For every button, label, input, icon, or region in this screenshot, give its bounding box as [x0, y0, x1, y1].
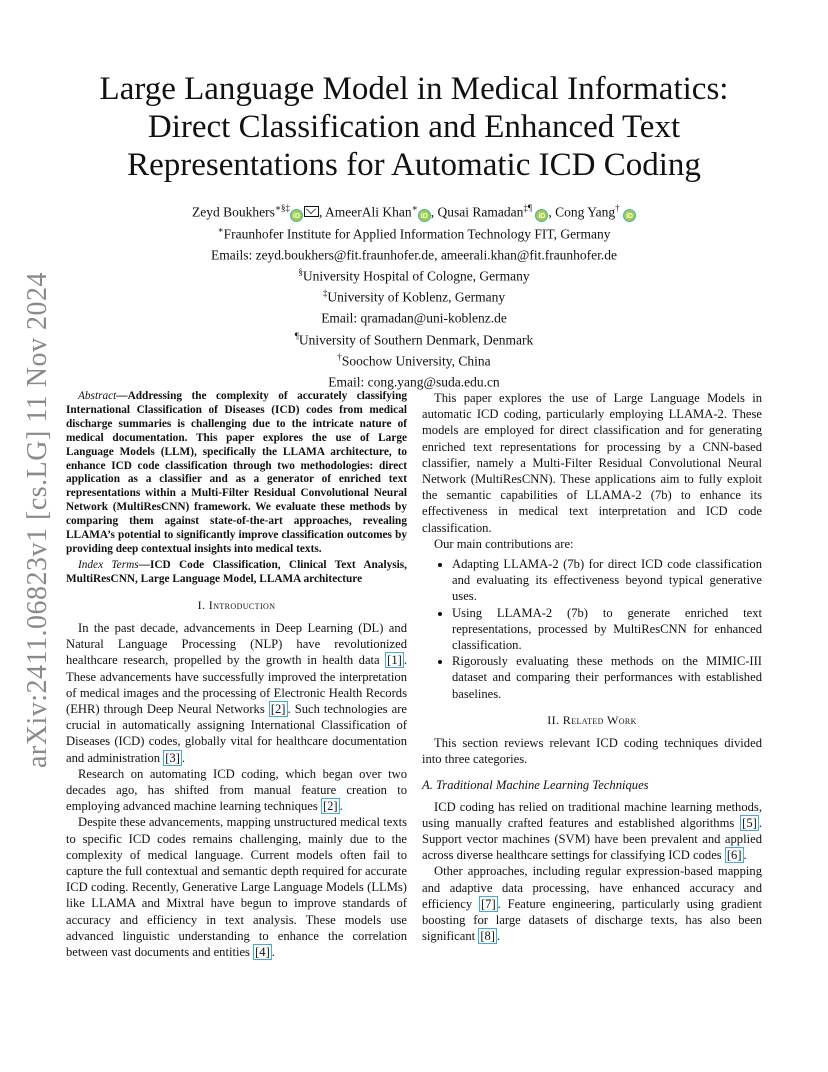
email-envelope-icon[interactable]: [304, 206, 319, 217]
affiliation-line: ‡University of Koblenz, Germany: [322, 288, 506, 305]
citation-link[interactable]: [4]: [255, 944, 270, 959]
author-name: Qusai Ramadan: [437, 204, 524, 220]
citation-link[interactable]: [7]: [480, 896, 496, 911]
citation-link[interactable]: [2]: [270, 701, 286, 716]
list-item: • Using LLAMA-2 (7b) to generate enriched text representations, processed by MultiResCNN for enhanced classification.: [452, 605, 762, 654]
author-affil-mark: †: [615, 203, 620, 213]
affiliation-line: Email: cong.yang@suda.edu.cn: [328, 374, 500, 390]
list-item: • Adapting LLAMA-2 (7b) for direct ICD code classification and evaluating its effectiveness beyond typical generative uses.: [452, 556, 762, 605]
affiliation-line: ∗Fraunhofer Institute for Applied Information Technology FIT, Germany: [217, 224, 611, 241]
citation-link[interactable]: [8]: [480, 929, 495, 944]
body-paragraph: This paper explores the use of Large Language Models in automatic ICD coding, particularly employing LLAMA-2. These models are employed for direct classification and for generating enriched text representations for processing by a CNN-based classifier, namely a Multi-Filter Residual Convolutional Neural Network (MultiResCNN). These applications aim to fully exploit the semantic capabilities of LLAMA-2 (7b) to enhance its effectiveness in medical text interpretation and ICD code classification.: [422, 391, 762, 535]
affiliation-line: Email: qramadan@uni-koblenz.de: [321, 310, 507, 326]
index-terms-text: —ICD Code Classification, Clinical Text Analysis, MultiResCNN, Large Language Model, LLAMA architecture: [66, 558, 408, 585]
author-affil-mark: ∗: [411, 203, 418, 213]
subsection-heading: A. Traditional Machine Learning Techniques: [422, 778, 649, 793]
author-block: [90, 200, 738, 391]
arxiv-identifier: [22, 272, 54, 768]
body-paragraph: This section reviews relevant ICD coding techniques divided into three categories.: [422, 736, 762, 767]
intro-paragraph: Despite these advancements, mapping unstructured medical texts to specific ICD codes remains challenging, mainly due to the complexity of medical language. Current models often fail to capture the full contextual and semantic depth required for accurate ICD coding. Recently, Generative Large Language Models (LLMs) like LLAMA and Mixtral have begun to improve standards of accuracy and efficiency in text analysis. These models use advanced linguistic understanding to enhance the correlation between vast documents and entities [4] .: [66, 815, 407, 959]
left-column: [66, 390, 407, 960]
affiliation-line: §University Hospital of Cologne, Germany: [298, 266, 530, 284]
affiliation-line: †Soochow University, China: [337, 351, 491, 369]
contributions-list: [422, 556, 762, 702]
affiliation-line: Emails: zeyd.boukhers@fit.fraunhofer.de, ameerali.khan@fit.fraunhofer.de: [210, 247, 618, 263]
section-heading-introduction: I. Introduction: [197, 597, 276, 612]
author-name: Zeyd Boukhers: [192, 204, 275, 220]
list-item: • Rigorously evaluating these methods on the MIMIC-III dataset and comparing their performances with established baselines.: [452, 653, 762, 702]
title-line: Large Language Model in Medical Informatics:: [99, 71, 729, 107]
orcid-icon[interactable]: iD: [623, 209, 636, 222]
paper-title: [70, 70, 758, 184]
author-name: AmeerAli Khan: [325, 204, 412, 220]
abstract-text: —Addressing the complexity of accurately classifying International Classification of Diseases (ICD) codes from medical discharge summaries is challenging due to the intricate nature of medical documentation. This paper explores the use of Large Language Models (LLM), specifically the LLAMA architecture, to enhance ICD code classification through two methodologies: direct application as a classifier and as a generator of enriched text representations within a Multi-Filter Residual Convolutional Neural Network (MultiResCNN) framework. We evaluate these methods by comparing them against state-of-the-art approaches, revealing LLAMA’s potential to significantly improve classification outcomes by providing deep contextual insights into medical texts.: [66, 390, 407, 555]
title-line: Direct Classification and Enhanced Text: [147, 109, 681, 145]
author-affil-mark: ‡¶: [523, 203, 532, 213]
affiliation-line: ¶University of Southern Denmark, Denmark: [294, 330, 534, 348]
body-paragraph: ICD coding has relied on traditional machine learning methods, using manually crafted features and established algorithms [5] . Support vector machines (SVM) have been prevalent and applied across diverse healthcare settings for classifying ICD codes [6] .: [422, 799, 762, 863]
abstract: [66, 390, 407, 557]
author-name: Cong Yang: [555, 204, 616, 220]
index-terms: [66, 559, 407, 587]
arxiv-id-text: arXiv:2411.06823v1 [cs.LG] 11 Nov 2024: [22, 272, 53, 768]
title-line: Representations for Automatic ICD Coding: [127, 147, 701, 183]
orcid-icon[interactable]: iD: [535, 209, 548, 222]
section-heading-related-work: II. Related Work: [547, 712, 637, 727]
body-paragraph: Our main contributions are:: [434, 536, 574, 551]
intro-paragraph: Research on automating ICD coding, which began over two decades ago, has shifted from manual feature creation to employing advanced machine learning techniques [2] .: [66, 766, 407, 814]
citation-link[interactable]: [3]: [165, 750, 180, 765]
citation-link[interactable]: [6]: [726, 848, 742, 863]
index-terms-label: Index Terms: [78, 558, 139, 571]
orcid-icon[interactable]: iD: [418, 209, 431, 222]
citation-link[interactable]: [1]: [387, 653, 402, 668]
right-column: [422, 390, 762, 945]
intro-paragraph: In the past decade, advancements in Deep Learning (DL) and Natural Language Processing (NLP) have revolutionized healthcare research, propelled by the growth in health data [1] . These advancements have successfully improved the interpretation of medical images and the processing of Electronic Health Records (EHR) through Deep Neural Networks [2] . Such technologies are crucial in automatically assigning International Classification of Diseases (ICD) codes, globally vital for healthcare documentation and administration [3] .: [66, 620, 408, 765]
abstract-label: Abstract: [78, 390, 117, 402]
citation-link[interactable]: [5]: [742, 815, 757, 830]
orcid-icon[interactable]: iD: [290, 209, 303, 222]
author-affil-mark: ∗§‡: [274, 203, 290, 213]
citation-link[interactable]: [2]: [322, 799, 338, 814]
body-paragraph: Other approaches, including regular expression-based mapping and adaptive data processing, have enhanced accuracy and efficiency [7] . Feature engineering, particularly using gradient boosting for large datasets of discharge texts, has also been significant [8] .: [422, 864, 763, 944]
author-line: Zeyd Boukhers∗§‡iD , AmeerAli Khan∗iD , Qusai Ramadan‡¶ iD , Cong Yang† iD: [90, 200, 738, 222]
